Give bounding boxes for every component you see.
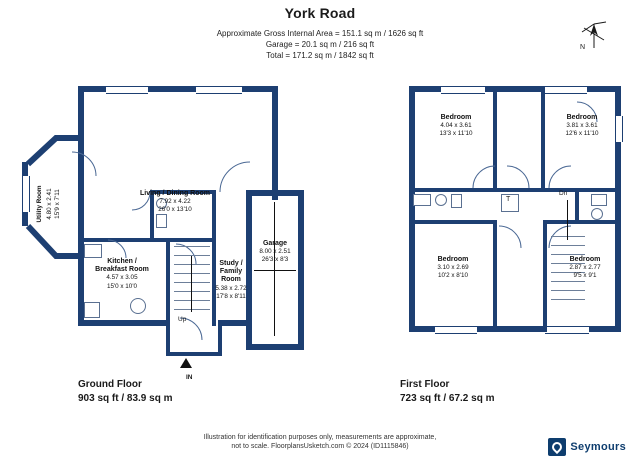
ff-inner-wall-d: [541, 86, 545, 192]
first-floor-label: [400, 378, 495, 406]
compass-north-label: N: [580, 44, 586, 51]
ground-floor-name: Ground Floor: [78, 379, 142, 390]
cupboard-label: T: [506, 196, 511, 203]
entrance-in-label: IN: [186, 374, 193, 381]
wall-garage-right: [298, 190, 304, 350]
window-utility: [22, 176, 30, 212]
room-dim-utility-m: 4.80 x 2.41: [46, 188, 53, 220]
ff-door-4: [497, 224, 525, 252]
garage-length-arrow: [274, 202, 275, 336]
wall-garage-bottom: [246, 344, 304, 350]
footer-disclaimer: [0, 433, 640, 451]
stair-up-label: Up: [178, 316, 187, 323]
room-label-living-dining: Living / Dining Room 7.92 x 4.22 26'0 x 13'10: [140, 190, 210, 214]
wall-bottom-left: [78, 320, 168, 326]
staircase: [174, 246, 210, 316]
summary-line-2: Garage = 20.1 sq m / 216 sq ft: [265, 40, 375, 49]
ensuite-bath: [591, 194, 607, 206]
kitchen-sink: [84, 244, 102, 258]
room-label-bedroom-2: Bedroom 3.81 x 3.61 12'6 x 11'10: [565, 114, 599, 138]
window-top-1: [106, 86, 148, 94]
ff-door-3: [547, 164, 575, 192]
bath-tub: [413, 194, 431, 206]
bath-toilet: [451, 194, 462, 208]
entrance-arrow-icon: [180, 358, 196, 374]
ground-floor-area: 903 sq ft / 83.9 sq m: [78, 393, 173, 404]
ground-floor-plan: [10, 70, 310, 381]
room-dim-utility-ft: 15'9 x 7'11: [54, 189, 61, 219]
compass-icon: [572, 18, 616, 62]
ff-door-1: [471, 164, 499, 192]
wc-toilet: [156, 214, 167, 228]
room-label-bedroom-1: Bedroom 4.04 x 3.61 13'3 x 11'10: [439, 114, 473, 138]
summary-line-3: Total = 171.2 sq m / 1842 sq ft: [266, 51, 374, 60]
room-label-utility: Utility Room: [36, 185, 43, 223]
kitchen-unit: [84, 302, 100, 318]
ff-wall-left: [409, 86, 415, 332]
seymours-mark-icon: [548, 438, 566, 456]
brand-name: Seymours: [570, 441, 626, 453]
room-label-kitchen: Kitchen / Breakfast Room 4.57 x 3.05 15'0 x 10'0: [95, 258, 149, 290]
room-label-bedroom-3: Bedroom 3.10 x 2.69 10'2 x 8'10: [437, 256, 469, 280]
ff-door-2: [505, 164, 533, 192]
room-label-bedroom-4: Bedroom 2.87 x 2.77 9'5 x 9'1: [569, 256, 601, 280]
ff-window-top-1: [441, 86, 485, 94]
stair-direction-arrow: [191, 256, 192, 312]
footer-line-1: Illustration for identification purposes only, measurements are approximate,: [203, 434, 437, 441]
ff-window-bottom-2: [545, 326, 589, 334]
room-label-garage: Garage 8.00 x 2.51 26'3 x 8'3: [259, 240, 291, 264]
kitchen-hob: [130, 298, 146, 314]
stair-down-label: Dn: [559, 190, 568, 197]
ensuite-basin: [591, 208, 603, 220]
wall-porch-left: [166, 320, 170, 356]
summary-line-1: Approximate Gross Internal Area = 151.1 sq m / 1626 sq ft: [216, 29, 424, 38]
wall-porch-bottom: [166, 352, 222, 356]
page-title: York Road: [284, 5, 356, 21]
ground-floor-label: [78, 378, 173, 406]
area-summary: [0, 28, 640, 61]
wall-right-upper: [272, 86, 278, 196]
first-floor-name: First Floor: [400, 379, 450, 390]
ff-stair-direction-arrow: [567, 200, 568, 240]
brand-logo: [548, 438, 626, 456]
ff-inner-wall-f: [409, 220, 497, 224]
ff-window-bottom-1: [435, 326, 477, 334]
window-top-2: [196, 86, 242, 94]
ff-inner-wall-j: [575, 188, 579, 224]
bath-basin: [435, 194, 447, 206]
wall-garage-join: [272, 190, 278, 200]
first-floor-plan: [395, 70, 625, 370]
first-floor-area: 723 sq ft / 67.2 sq m: [400, 393, 495, 404]
door-utility: [70, 150, 110, 190]
garage-width-arrow: [254, 270, 296, 271]
footer-line-2: not to scale. FloorplansUsketch.com © 2024 (ID1115846): [231, 443, 409, 450]
ff-window-top-2: [543, 86, 587, 94]
room-label-study: Study / Family Room 5.38 x 2.72 17'8 x 8'11: [215, 260, 247, 300]
